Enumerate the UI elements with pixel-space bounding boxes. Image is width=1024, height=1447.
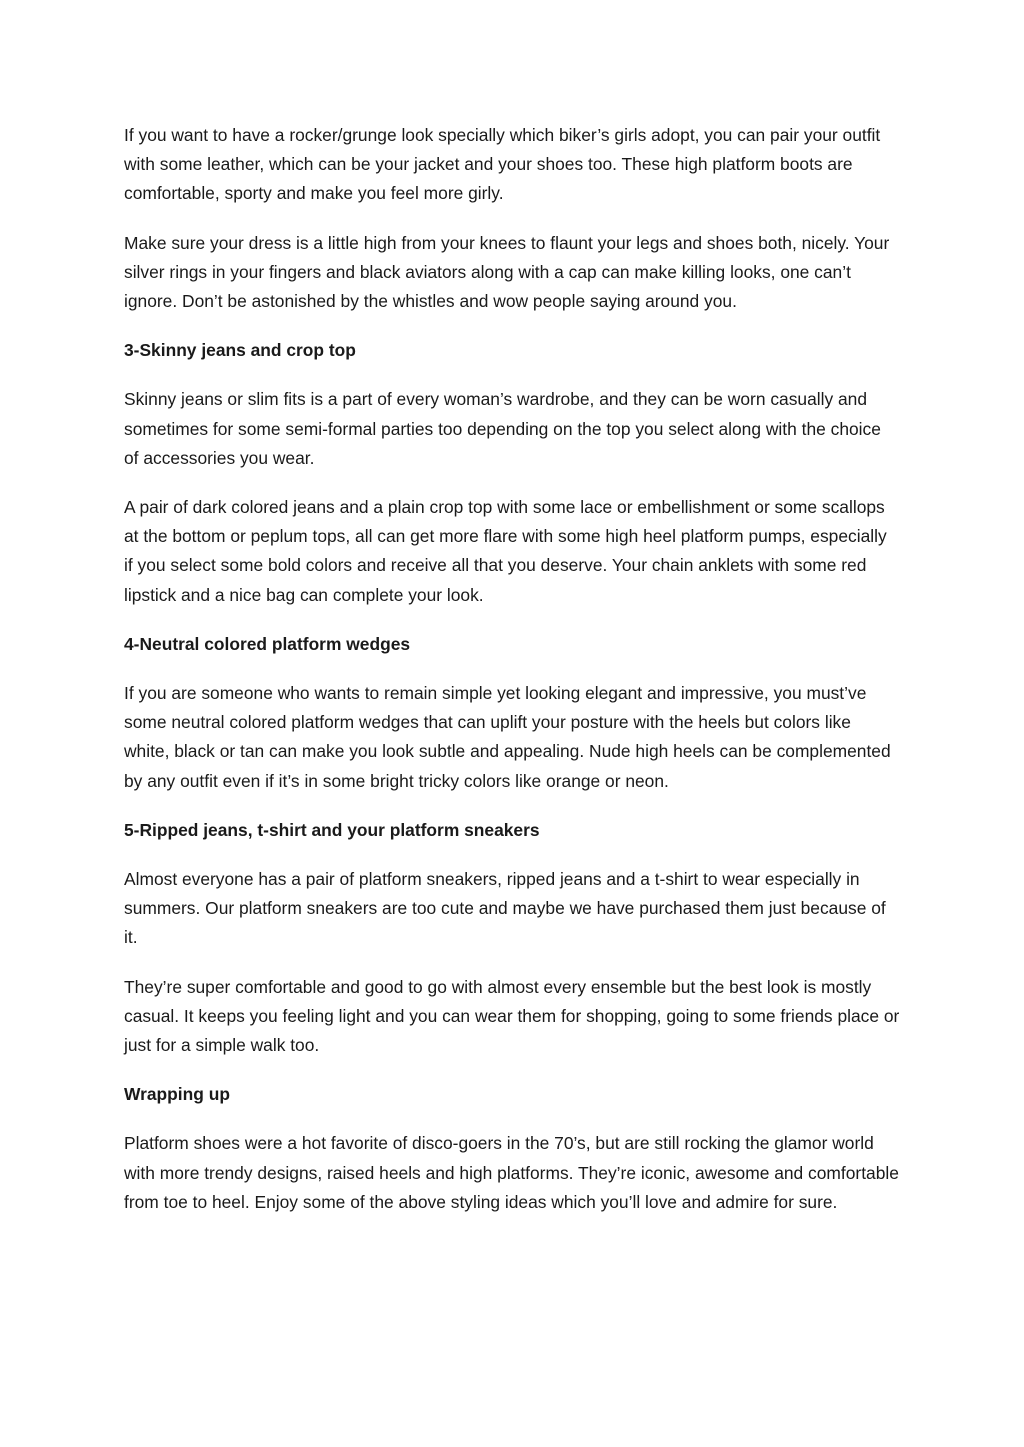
paragraph-neutral-wedges: If you are someone who wants to remain simple yet looking elegant and impressive, you must’ve some neutral colored platform wedges that can uplift your posture with the heels but colors like white, black or tan can make you look subtle and appealing. Nude high heels can be complemented by any outfit even if it’s in some bright tricky colors like orange or neon. <box>124 683 891 791</box>
paragraph-super-comfortable: They’re super comfortable and good to go with almost every ensemble but the best look is mostly casual. It keeps you feeling light and you can wear them for shopping, going to some friends place or just for a simple walk too. <box>124 976 900 1056</box>
heading-ripped-jeans: 5-Ripped jeans, t-shirt and your platform sneakers <box>124 819 540 840</box>
paragraph-dress-knees: Make sure your dress is a little high from your knees to flaunt your legs and shoes both, nicely. Your silver rings in your fingers and black aviators along with a cap can make killing looks, one can’t ignore. Don’t be astonished by the whistles and wow people saying around you. <box>124 232 890 312</box>
heading-skinny-jeans: 3-Skinny jeans and crop top <box>124 340 356 361</box>
paragraph-dark-jeans: A pair of dark colored jeans and a plain crop top with some lace or embellishment or some scallops at the bottom or peplum tops, all can get more flare with some high heel platform pumps, especially if you select some bold colors and receive all that you deserve. Your chain anklets with some red lipstick and a nice bag can complete your look. <box>124 497 887 605</box>
heading-wrapping-up: Wrapping up <box>124 1084 230 1105</box>
paragraph-wrapping-up: Platform shoes were a hot favorite of disco-goers in the 70’s, but are still rocking the glamor world with more trendy designs, raised heels and high platforms. They’re iconic, awesome and comfortable from toe to heel. Enjoy some of the above styling ideas which you’ll love and admire for sure. <box>124 1133 899 1212</box>
paragraph-rocker-grunge: If you want to have a rocker/grunge look specially which biker’s girls adopt, you can pair your outfit with some leather, which can be your jacket and your shoes too. These high platform boots are comfortable, sporty and make you feel more girly. <box>124 125 881 204</box>
paragraph-platform-sneakers: Almost everyone has a pair of platform sneakers, ripped jeans and a t-shirt to wear especially in summers. Our platform sneakers are too cute and maybe we have purchased them just because of it. <box>124 869 886 948</box>
paragraph-skinny-jeans: Skinny jeans or slim fits is a part of every woman’s wardrobe, and they can be worn casually and sometimes for some semi-formal parties too depending on the top you select along with the choice of accessories you wear. <box>124 389 881 468</box>
heading-neutral-wedges: 4-Neutral colored platform wedges <box>124 633 411 654</box>
document-page <box>124 121 900 1237</box>
